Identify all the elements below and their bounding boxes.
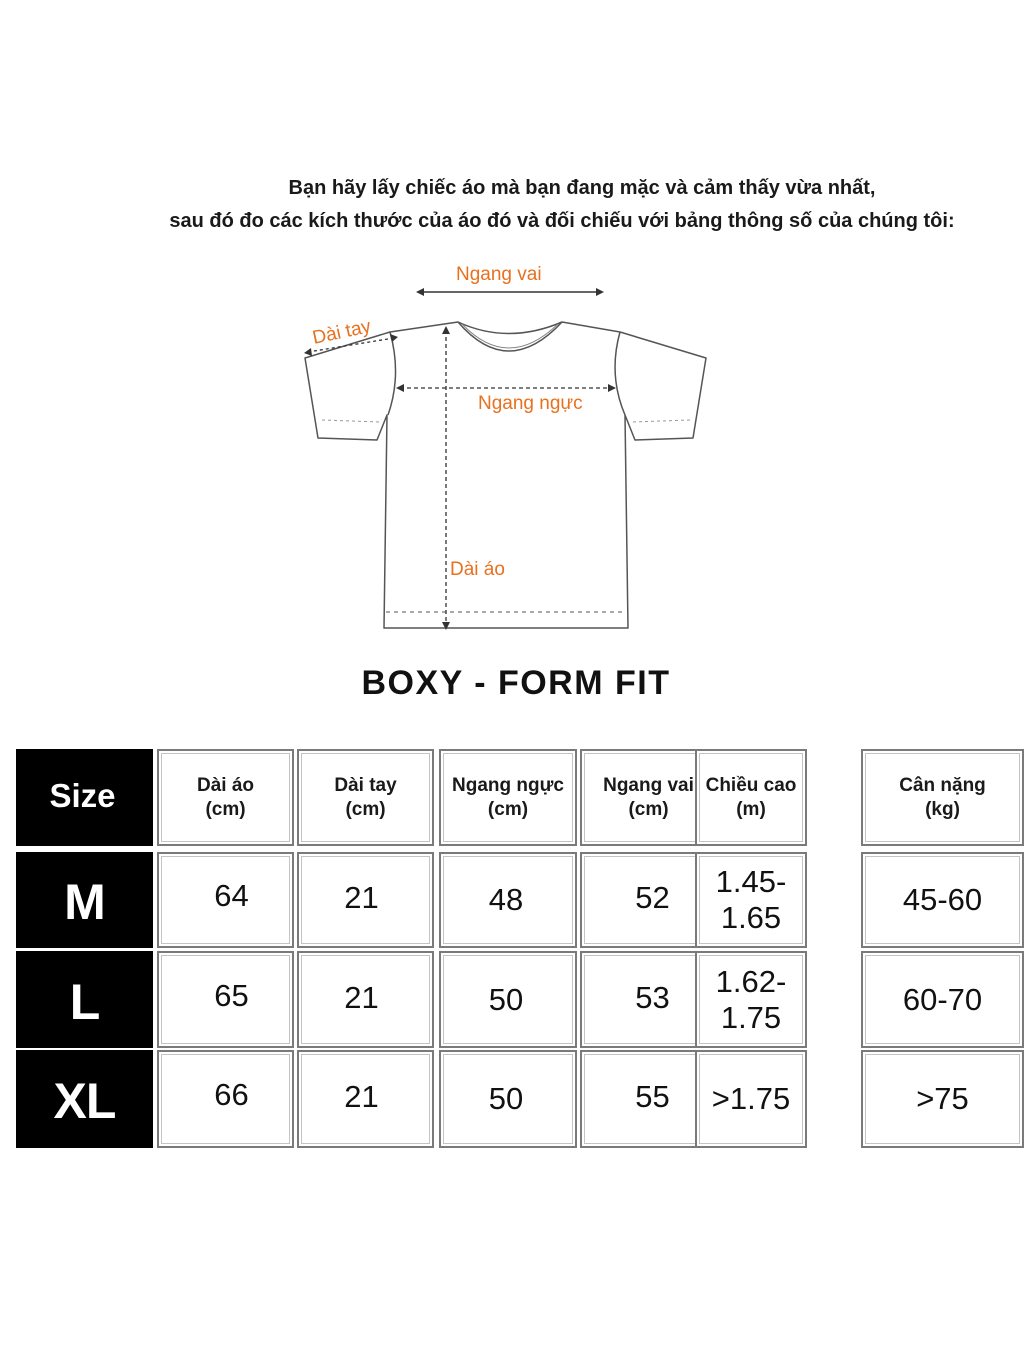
- column-header-unit: (cm): [205, 798, 246, 820]
- table-cell-value: 21: [344, 880, 379, 915]
- column-header-unit: (cm): [345, 798, 386, 820]
- page-title: BOXY - FORM FIT: [361, 664, 671, 702]
- column-header-unit: (cm): [487, 798, 529, 820]
- instructions-line-2: sau đó đo các kích thước của áo đó và đối chiếu với bảng thông số của chúng tôi:: [169, 210, 955, 232]
- table-cell-value: 52: [635, 880, 670, 915]
- size-label-cell: [16, 1050, 153, 1148]
- measure-line-shoulder: [416, 288, 604, 296]
- column-header-name: Dài áo: [196, 774, 255, 796]
- table-cell-value: 1.45-1.65: [715, 864, 787, 935]
- table-cell-value: 21: [344, 1079, 379, 1114]
- table-cell-value: 65: [214, 977, 249, 1013]
- table-cell-value: >75: [916, 1081, 969, 1116]
- table-cell: [695, 852, 807, 948]
- table-cell-value: 48: [488, 882, 524, 917]
- table-cell: [695, 951, 807, 1048]
- column-header-cell: [695, 749, 807, 846]
- column-header-name: Cân nặng: [899, 774, 986, 796]
- table-cell: [439, 1050, 577, 1148]
- table-cell: [861, 951, 1024, 1048]
- table-cell-value: 45-60: [902, 882, 983, 917]
- size-header-label: Size: [49, 776, 116, 814]
- table-cell: [297, 951, 434, 1048]
- table-cell: [297, 852, 434, 948]
- column-header-text: [197, 774, 254, 822]
- table-cell-value: 55: [635, 1079, 670, 1114]
- table-cell: [861, 852, 1024, 948]
- table-cell: [297, 1050, 434, 1148]
- table-cell: [157, 852, 294, 948]
- table-cell-value: 21: [344, 979, 379, 1015]
- table-cell-value: 64: [214, 878, 249, 913]
- tshirt-measurement-diagram: [0, 0, 1024, 660]
- size-label: M: [64, 874, 105, 930]
- size-label-cell: [16, 951, 153, 1048]
- column-header-cell: [297, 749, 434, 846]
- size-label: L: [69, 973, 100, 1030]
- table-cell: [439, 951, 577, 1048]
- column-header-name: Chiều cao: [705, 774, 797, 796]
- column-header-text: [603, 774, 694, 822]
- column-header-unit: (m): [736, 798, 766, 820]
- measure-line-length: [442, 326, 450, 630]
- instructions-line-1: Bạn hãy lấy chiếc áo mà bạn đang mặc và cảm thấy vừa nhất,: [288, 177, 876, 199]
- column-header-text: [899, 774, 986, 822]
- column-header-cell: [439, 749, 577, 846]
- size-label-cell: [16, 852, 153, 948]
- column-header-cell: [157, 749, 294, 846]
- measure-line-chest: [396, 384, 616, 392]
- table-cell-value: >1.75: [711, 1081, 791, 1116]
- column-header-cell: [861, 749, 1024, 846]
- column-header-name: Ngang vai: [603, 774, 694, 796]
- table-cell-value: 50: [488, 981, 524, 1017]
- column-header-text: [452, 774, 564, 822]
- column-header-text: [706, 774, 797, 822]
- column-header-name: Dài tay: [334, 774, 397, 796]
- table-cell: [157, 951, 294, 1048]
- size-header-cell: [16, 749, 153, 846]
- column-header-name: Ngang ngực: [452, 774, 564, 796]
- table-cell: [861, 1050, 1024, 1148]
- table-cell-value: 1.62-1.75: [715, 963, 787, 1035]
- label-shoulder: Ngang vai: [456, 264, 542, 285]
- table-cell-value: 66: [214, 1077, 249, 1112]
- label-length: Dài áo: [450, 559, 505, 580]
- label-chest: Ngang ngực: [478, 393, 583, 414]
- table-cell-value: 53: [635, 979, 670, 1015]
- table-cell: [695, 1050, 807, 1148]
- tshirt-outline-icon: [305, 322, 706, 628]
- table-cell-value: 60-70: [902, 981, 983, 1017]
- column-header-unit: (kg): [925, 798, 960, 820]
- column-header-text: [334, 774, 396, 822]
- table-cell: [157, 1050, 294, 1148]
- size-label: XL: [53, 1073, 116, 1129]
- table-cell-value: 50: [488, 1081, 524, 1116]
- table-cell: [439, 852, 577, 948]
- column-header-unit: (cm): [628, 798, 669, 820]
- label-sleeve: Dài tay: [310, 316, 373, 349]
